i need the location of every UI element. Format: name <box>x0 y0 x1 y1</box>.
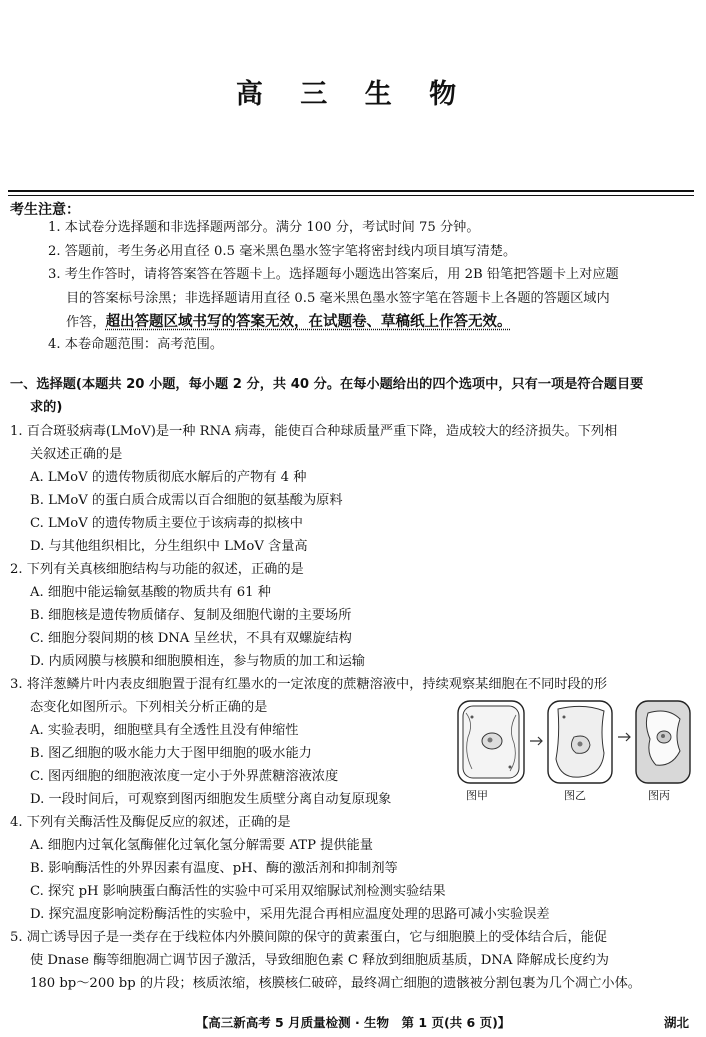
notice-item-3: 3. 考生作答时，请将答案答在答题卡上。选择题每小题选出答案后，用 2B 铅笔把答题卡上对应题 <box>48 267 619 282</box>
question-1-option-c: C. LMoV 的遗传物质主要位于该病毒的拟核中 <box>30 516 303 531</box>
question-3-stem-cont: 态变化如图所示。下列相关分析正确的是 <box>30 700 268 715</box>
cell-a-drawing <box>458 701 524 783</box>
question-5-stem-cont-2: 180 bp～200 bp 的片段；核质浓缩，核膜核仁破碎，最终凋亡细胞的遗骸被分割包裹为几个凋亡小体。 <box>30 976 641 991</box>
question-3-stem: 3. 将洋葱鳞片叶内表皮细胞置于混有红墨水的一定浓度的蔗糖溶液中，持续观察某细胞在不同时段的形 <box>10 677 608 692</box>
figure-label-a: 图甲 <box>466 789 488 802</box>
notice-item-3-end <box>66 313 512 332</box>
question-3-option-a: A. 实验表明，细胞壁具有全透性且没有伸缩性 <box>30 723 299 738</box>
cell-figure <box>452 693 696 803</box>
question-2-option-c: C. 细胞分裂间期的核 DNA 呈丝状，不具有双螺旋结构 <box>30 631 352 646</box>
arrow-icon <box>530 737 542 745</box>
question-3-option-b: B. 图乙细胞的吸水能力大于图甲细胞的吸水能力 <box>30 746 312 761</box>
notice-item-4: 4. 本卷命题范围：高考范围。 <box>48 337 224 352</box>
question-4-option-b: B. 影响酶活性的外界因素有温度、pH、酶的激活剂和抑制剂等 <box>30 861 398 876</box>
section-heading-cont: 求的) <box>30 400 63 415</box>
footer-region: 湖北 <box>664 1015 690 1030</box>
page-title: 高 三 生 物 <box>235 79 471 110</box>
question-1-option-b: B. LMoV 的蛋白质合成需以百合细胞的氨基酸为原料 <box>30 493 343 508</box>
section-heading: 一、选择题(本题共 20 小题，每小题 2 分，共 40 分。在每小题给出的四个选项中，只有一项是符合题目要 <box>10 377 644 392</box>
question-2-stem: 2. 下列有关真核细胞结构与功能的叙述，正确的是 <box>10 562 304 577</box>
question-4-option-d: D. 探究温度影响淀粉酶活性的实验中，采用先混合再相应温度处理的思路可减小实验误差 <box>30 907 550 922</box>
cell-c-drawing <box>636 701 690 783</box>
question-3-option-d: D. 一段时间后，可观察到图丙细胞发生质壁分离自动复原现象 <box>30 792 392 807</box>
question-1-stem: 1. 百合斑驳病毒(LMoV)是一种 RNA 病毒，能使百合种球质量严重下降，造成较大的经济损失。下列相 <box>10 424 618 439</box>
question-1-option-d: D. 与其他组织相比，分生组织中 LMoV 含量高 <box>30 539 308 554</box>
notice-item-3-cont: 目的答案标号涂黑；非选择题请用直径 0.5 毫米黑色墨水签字笔在答题卡上各题的答题区域内 <box>66 291 610 306</box>
notice-item-3-tail: 作答， <box>66 315 106 330</box>
question-4-option-a: A. 细胞内过氧化氢酶催化过氧化氢分解需要 ATP 提供能量 <box>30 838 373 853</box>
question-5-stem-cont: 使 Dnase 酶等细胞凋亡调节因子激活，导致细胞色素 C 释放到细胞质基质，DNA 降解成长度约为 <box>30 953 609 968</box>
figure-label-c: 图丙 <box>648 789 670 802</box>
figure-label-b: 图乙 <box>564 789 586 802</box>
question-5-stem: 5. 凋亡诱导因子是一类存在于线粒体内外膜间隙的保守的黄素蛋白，它与细胞膜上的受体结合后，能促 <box>10 930 608 945</box>
question-4-option-c: C. 探究 pH 影响胰蛋白酶活性的实验中可采用双缩脲试剂检测实验结果 <box>30 884 446 899</box>
notice-heading: 考生注意： <box>10 202 80 218</box>
notice-item-2: 2. 答题前，考生务必用直径 0.5 毫米黑色墨水签字笔将密封线内项目填写清楚。 <box>48 244 517 259</box>
arrow-icon <box>618 733 630 741</box>
notice-emphasis: 超出答题区域书写的答案无效，在试题卷、草稿纸上作答无效。 <box>105 314 512 330</box>
header-divider <box>8 190 694 192</box>
notice-item-1: 1. 本试卷分选择题和非选择题两部分。满分 100 分，考试时间 75 分钟。 <box>48 220 480 235</box>
header-divider-thin <box>8 195 694 196</box>
question-1-option-a: A. LMoV 的遗传物质彻底水解后的产物有 4 种 <box>30 470 307 485</box>
question-2-option-d: D. 内质网膜与核膜和细胞膜相连，参与物质的加工和运输 <box>30 654 365 669</box>
question-2-option-a: A. 细胞中能运输氨基酸的物质共有 61 种 <box>30 585 271 600</box>
page-footer: 【高三新高考 5 月质量检测 · 生物 第 1 页(共 6 页)】 <box>195 1015 511 1030</box>
cell-b-drawing <box>548 701 612 783</box>
question-1-stem-cont: 关叙述正确的是 <box>30 447 123 462</box>
question-4-stem: 4. 下列有关酶活性及酶促反应的叙述，正确的是 <box>10 815 291 830</box>
question-2-option-b: B. 细胞核是遗传物质储存、复制及细胞代谢的主要场所 <box>30 608 352 623</box>
question-3-option-c: C. 图丙细胞的细胞液浓度一定小于外界蔗糖溶液浓度 <box>30 769 339 784</box>
